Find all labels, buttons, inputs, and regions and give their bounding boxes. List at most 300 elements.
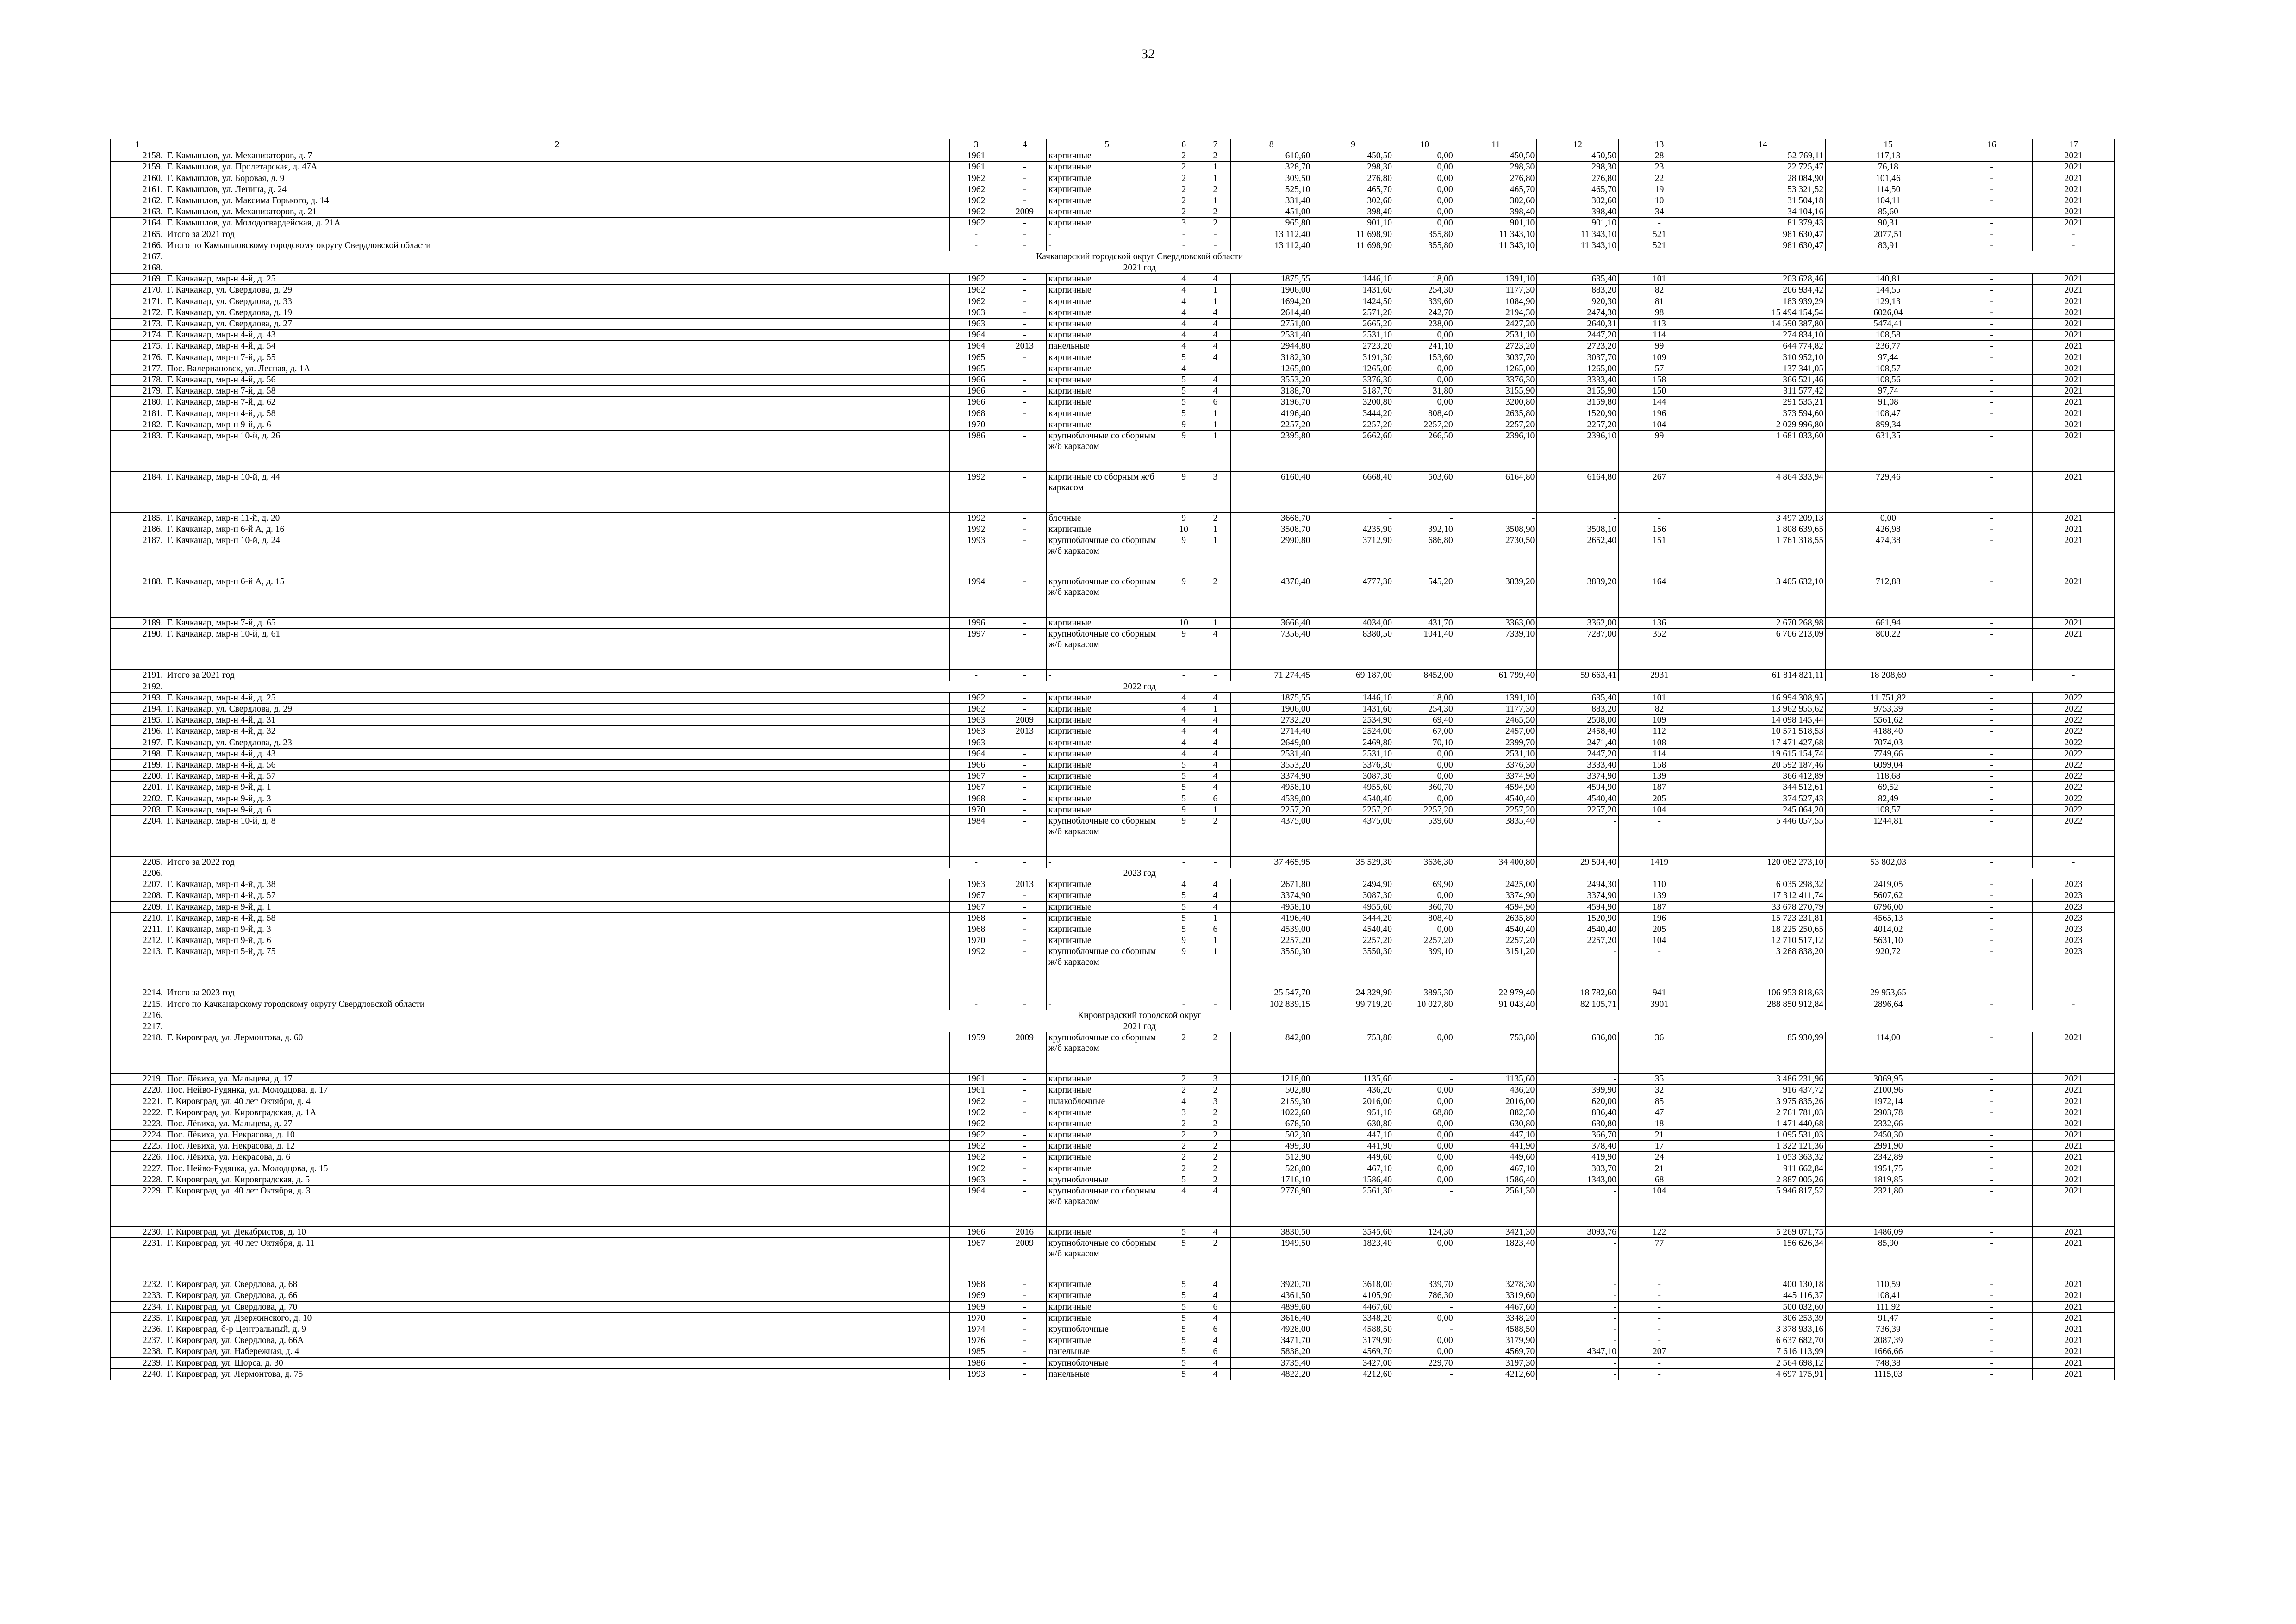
table-cell: 1969 — [949, 1290, 1003, 1301]
table-cell: 9 — [1167, 430, 1200, 471]
table-cell: кирпичные — [1047, 924, 1167, 935]
table-cell: 2021 — [2033, 1174, 2115, 1185]
table-cell: 2023 — [2033, 935, 2115, 946]
table-row — [111, 879, 2115, 890]
table-cell: 1963 — [949, 726, 1003, 737]
table-cell: 2158. — [111, 150, 165, 162]
table-cell: - — [1951, 285, 2033, 296]
table-cell: 2021 — [2033, 162, 2115, 173]
table-cell: - — [1200, 240, 1230, 251]
table-cell: 4375,00 — [1312, 815, 1394, 856]
table-cell: 3374,90 — [1537, 890, 1619, 901]
table-cell: 1875,55 — [1230, 274, 1312, 285]
table-cell: 1962 — [949, 285, 1003, 296]
table-cell: 3839,20 — [1455, 576, 1537, 618]
table-cell: - — [1618, 1312, 1700, 1324]
table-cell: 1 — [1200, 912, 1230, 924]
table-cell: - — [1003, 1368, 1046, 1380]
table-cell: 2 — [1200, 512, 1230, 524]
table-cell: 5 — [1167, 890, 1200, 901]
table-cell: кирпичные — [1047, 771, 1167, 782]
table-row — [111, 229, 2115, 240]
section-row — [111, 868, 2115, 879]
table-cell: 1343,00 — [1537, 1174, 1619, 1185]
table-cell: 0,00 — [1394, 1118, 1455, 1129]
table-cell: 1961 — [949, 1085, 1003, 1096]
table-cell: 8380,50 — [1312, 629, 1394, 670]
table-cell: 4 — [1167, 1096, 1200, 1107]
table-cell: 0,00 — [1394, 1130, 1455, 1141]
table-cell: - — [1951, 1074, 2033, 1085]
table-cell: 2184. — [111, 471, 165, 512]
table-cell: 2 — [1200, 1163, 1230, 1174]
table-cell: 4 — [1200, 1279, 1230, 1290]
table-cell: 254,30 — [1394, 704, 1455, 715]
table-cell: кирпичные — [1047, 1074, 1167, 1085]
table-cell: 85 930,99 — [1700, 1032, 1826, 1074]
table-cell: - — [949, 999, 1003, 1010]
table-cell: 207 — [1618, 1346, 1700, 1357]
table-cell: 2203. — [111, 804, 165, 815]
table-cell: 10 — [1167, 524, 1200, 535]
table-cell: 0,00 — [1826, 512, 1951, 524]
table-cell: 2021 — [2033, 1074, 2115, 1085]
table-cell: - — [1003, 987, 1046, 999]
table-cell: 2614,40 — [1230, 307, 1312, 318]
table-cell: 2160. — [111, 173, 165, 184]
table-cell: 378,40 — [1537, 1141, 1619, 1152]
table-cell: 899,34 — [1826, 419, 1951, 430]
column-header: 15 — [1826, 139, 1951, 150]
table-cell: 4540,40 — [1312, 793, 1394, 804]
table-cell: 2200. — [111, 771, 165, 782]
table-cell: Пос. Лёвиха, ул. Некрасова, д. 12 — [165, 1141, 949, 1152]
table-cell: 2257,20 — [1230, 419, 1312, 430]
table-cell: 449,60 — [1455, 1152, 1537, 1163]
table-cell: 1 — [1200, 430, 1230, 471]
table-cell: Пос. Лёвиха, ул. Мальцева, д. 17 — [165, 1074, 949, 1085]
table-cell: 2021 — [2033, 195, 2115, 206]
table-cell: 2021 — [2033, 524, 2115, 535]
table-cell: Пос. Нейво-Рудянка, ул. Молодцова, д. 17 — [165, 1085, 949, 1096]
table-cell: 836,40 — [1537, 1107, 1619, 1118]
table-cell: 2214. — [111, 987, 165, 999]
table-cell: Г. Кировград, ул. Свердлова, д. 68 — [165, 1279, 949, 1290]
table-cell: 2183. — [111, 430, 165, 471]
table-cell: 2023 — [2033, 901, 2115, 912]
row-number: 2192. — [111, 681, 165, 692]
table-cell: 525,10 — [1230, 184, 1312, 195]
table-cell: 2723,20 — [1455, 341, 1537, 352]
table-cell: - — [1951, 748, 2033, 759]
table-cell: 196 — [1618, 408, 1700, 419]
table-cell: 5 — [1167, 374, 1200, 385]
table-cell: 10 — [1618, 195, 1700, 206]
table-cell: 1 — [1200, 618, 1230, 629]
table-cell: - — [1951, 524, 2033, 535]
table-row — [111, 173, 2115, 184]
table-cell: 2531,10 — [1455, 748, 1537, 759]
table-cell: 6 — [1200, 1324, 1230, 1335]
table-cell: 4594,90 — [1537, 901, 1619, 912]
table-cell: 3037,70 — [1455, 352, 1537, 363]
table-cell: 4 — [1167, 285, 1200, 296]
table-cell: 1265,00 — [1312, 363, 1394, 374]
table-cell: 5 — [1167, 1227, 1200, 1238]
table-cell: 4 — [1200, 901, 1230, 912]
table-cell: 2257,20 — [1230, 935, 1312, 946]
table-cell: 1022,60 — [1230, 1107, 1312, 1118]
table-cell: - — [1951, 319, 2033, 330]
table-row — [111, 935, 2115, 946]
table-cell: - — [1003, 229, 1046, 240]
table-cell: 4 — [1200, 1357, 1230, 1368]
table-cell: 2009 — [1003, 1032, 1046, 1074]
table-cell: 2 761 781,03 — [1700, 1107, 1826, 1118]
section-row — [111, 1010, 2115, 1021]
table-cell: 2021 — [2033, 576, 2115, 618]
table-cell: 4 — [1200, 386, 1230, 397]
table-cell: 2896,64 — [1826, 999, 1951, 1010]
table-cell: - — [1167, 999, 1200, 1010]
table-cell: 3376,30 — [1455, 759, 1537, 770]
table-cell: 2185. — [111, 512, 165, 524]
table-row — [111, 704, 2115, 715]
table-cell: 2013 — [1003, 879, 1046, 890]
table-cell: 2665,20 — [1312, 319, 1394, 330]
table-cell: 2193. — [111, 692, 165, 703]
table-cell: 392,10 — [1394, 524, 1455, 535]
table-cell: 2021 — [2033, 330, 2115, 341]
table-cell: 3363,00 — [1455, 618, 1537, 629]
table-cell: 1265,00 — [1455, 363, 1537, 374]
table-cell: кирпичные — [1047, 901, 1167, 912]
table-cell: - — [1003, 173, 1046, 184]
table-cell: 68 — [1618, 1174, 1700, 1185]
table-row — [111, 352, 2115, 363]
table-row — [111, 408, 2115, 419]
table-cell: 901,10 — [1537, 218, 1619, 229]
table-cell: 3197,30 — [1455, 1357, 1537, 1368]
table-cell: 83,91 — [1826, 240, 1951, 251]
table-cell: 2021 — [2033, 1301, 2115, 1312]
table-cell: 15 723 231,81 — [1700, 912, 1826, 924]
table-cell: - — [1003, 737, 1046, 748]
table-cell: - — [1455, 512, 1537, 524]
table-cell: 399,90 — [1537, 1085, 1619, 1096]
table-cell: - — [949, 856, 1003, 868]
table-row — [111, 162, 2115, 173]
table-cell: 3471,70 — [1230, 1335, 1312, 1346]
table-cell: 0,00 — [1394, 1032, 1455, 1074]
table-cell: 3553,20 — [1230, 759, 1312, 770]
table-cell: - — [1537, 1324, 1619, 1335]
table-cell: 450,50 — [1455, 150, 1537, 162]
table-cell: 2021 — [2033, 408, 2115, 419]
table-cell: 5 446 057,55 — [1700, 815, 1826, 856]
table-cell: кирпичные — [1047, 218, 1167, 229]
table-cell: - — [1951, 512, 2033, 524]
table-cell: 3666,40 — [1230, 618, 1312, 629]
table-cell: 4 — [1200, 771, 1230, 782]
table-cell: 1520,90 — [1537, 408, 1619, 419]
table-cell: - — [1537, 512, 1619, 524]
table-cell: 748,38 — [1826, 1357, 1951, 1368]
table-cell: 2204. — [111, 815, 165, 856]
table-row — [111, 1032, 2115, 1074]
column-header: 3 — [949, 139, 1003, 150]
table-cell: 5 — [1167, 1357, 1200, 1368]
table-cell: 360,70 — [1394, 782, 1455, 793]
table-cell: 4594,90 — [1455, 782, 1537, 793]
table-cell: - — [1951, 162, 2033, 173]
table-cell: 2021 — [2033, 419, 2115, 430]
table-cell: 5 269 071,75 — [1700, 1227, 1826, 1238]
table-cell: 2257,20 — [1394, 804, 1455, 815]
table-cell: 2021 — [2033, 386, 2115, 397]
table-cell: 2198. — [111, 748, 165, 759]
table-cell: 431,70 — [1394, 618, 1455, 629]
table-cell: 2227. — [111, 1163, 165, 1174]
table-cell: 6164,80 — [1537, 471, 1619, 512]
table-cell: кирпичные — [1047, 1118, 1167, 1129]
table-cell: 1970 — [949, 1312, 1003, 1324]
table-cell: 1951,75 — [1826, 1163, 1951, 1174]
table-cell: - — [1951, 1163, 2033, 1174]
table-cell: 2164. — [111, 218, 165, 229]
table-cell: 2232. — [111, 1279, 165, 1290]
table-cell: - — [1003, 890, 1046, 901]
table-cell: 303,70 — [1537, 1163, 1619, 1174]
table-cell: - — [1951, 1130, 2033, 1141]
table-cell: 447,10 — [1312, 1130, 1394, 1141]
table-cell: 5 — [1167, 1346, 1200, 1357]
table-cell: - — [1951, 1141, 2033, 1152]
table-cell: 7339,10 — [1455, 629, 1537, 670]
table-cell: 4196,40 — [1230, 408, 1312, 419]
table-cell: 2021 — [2033, 1357, 2115, 1368]
table-cell: - — [1047, 240, 1167, 251]
table-cell: 9 — [1167, 946, 1200, 987]
table-cell: 2671,80 — [1230, 879, 1312, 890]
table-cell: 339,70 — [1394, 1279, 1455, 1290]
table-cell: 1419 — [1618, 856, 1700, 868]
table-cell: кирпичные — [1047, 330, 1167, 341]
table-cell: Итого за 2023 год — [165, 987, 949, 999]
table-cell: 52 769,11 — [1700, 150, 1826, 162]
table-cell: 3 — [1200, 1096, 1230, 1107]
table-cell: - — [1003, 218, 1046, 229]
table-cell: 91,47 — [1826, 1312, 1951, 1324]
table-cell: Г. Качканар, ул. Свердлова, д. 23 — [165, 737, 949, 748]
table-cell: 2021 — [2033, 1152, 2115, 1163]
table-cell: - — [1003, 704, 1046, 715]
table-row — [111, 670, 2115, 681]
table-cell: 302,60 — [1455, 195, 1537, 206]
table-cell: 465,70 — [1455, 184, 1537, 195]
table-cell: - — [1003, 330, 1046, 341]
table-cell: кирпичные — [1047, 319, 1167, 330]
table-cell: 2023 — [2033, 912, 2115, 924]
table-cell: - — [1537, 1186, 1619, 1227]
table-cell: 1 — [1200, 535, 1230, 576]
table-cell: кирпичные — [1047, 206, 1167, 218]
table-cell: 2 — [1167, 195, 1200, 206]
table-cell: 17 471 427,68 — [1700, 737, 1826, 748]
table-cell: 114 — [1618, 330, 1700, 341]
table-cell: 883,20 — [1537, 704, 1619, 715]
table-cell: 0,00 — [1394, 374, 1455, 385]
table-cell: 2021 — [2033, 374, 2115, 385]
table-cell: 1 053 363,32 — [1700, 1152, 1826, 1163]
table-row — [111, 890, 2115, 901]
table-cell: 0,00 — [1394, 1312, 1455, 1324]
table-cell: 4 — [1200, 352, 1230, 363]
table-cell: 9 — [1167, 419, 1200, 430]
table-cell: 1961 — [949, 150, 1003, 162]
table-cell: 104 — [1618, 935, 1700, 946]
table-cell: 4 — [1200, 1312, 1230, 1324]
table-cell: 164 — [1618, 576, 1700, 618]
table-row — [111, 726, 2115, 737]
table-cell: 10 — [1167, 618, 1200, 629]
table-cell: кирпичные — [1047, 804, 1167, 815]
table-cell: 2 029 996,80 — [1700, 419, 1826, 430]
table-cell: 465,70 — [1312, 184, 1394, 195]
table-cell: - — [1003, 296, 1046, 307]
table-cell: 82,49 — [1826, 793, 1951, 804]
table-cell: - — [1003, 576, 1046, 618]
table-cell: 3319,60 — [1455, 1290, 1537, 1301]
table-cell: Г. Качканар, мкр-н 7-й, д. 62 — [165, 397, 949, 408]
table-cell: 2165. — [111, 229, 165, 240]
table-cell: 1 — [1200, 285, 1230, 296]
table-row — [111, 759, 2115, 770]
table-cell: 3 378 933,16 — [1700, 1324, 1826, 1335]
table-cell: Г. Качканар, ул. Свердлова, д. 33 — [165, 296, 949, 307]
table-cell: 109 — [1618, 352, 1700, 363]
table-cell: 77 — [1618, 1238, 1700, 1279]
table-cell: - — [1394, 512, 1455, 524]
table-row — [111, 397, 2115, 408]
table-cell: - — [1003, 1301, 1046, 1312]
table-cell: - — [1003, 1290, 1046, 1301]
table-cell: 1997 — [949, 629, 1003, 670]
table-cell: 2169. — [111, 274, 165, 285]
table-cell: 4 — [1200, 1335, 1230, 1346]
table-cell: кирпичные — [1047, 793, 1167, 804]
table-cell: 104 — [1618, 804, 1700, 815]
table-cell: Г. Качканар, мкр-н 9-й, д. 1 — [165, 782, 949, 793]
table-cell: 3444,20 — [1312, 912, 1394, 924]
table-cell: - — [1951, 629, 2033, 670]
table-cell: 82 — [1618, 704, 1700, 715]
table-cell: 2021 — [2033, 1335, 2115, 1346]
table-cell: 1963 — [949, 737, 1003, 748]
table-cell: - — [1003, 374, 1046, 385]
table-cell: - — [1951, 419, 2033, 430]
table-cell: 1961 — [949, 1074, 1003, 1085]
table-cell: 0,00 — [1394, 397, 1455, 408]
table-cell: 4928,00 — [1230, 1324, 1312, 1335]
table-cell: 1586,40 — [1312, 1174, 1394, 1185]
table-cell: 1819,85 — [1826, 1174, 1951, 1185]
table-cell: - — [1618, 218, 1700, 229]
table-cell: - — [1047, 670, 1167, 681]
table-cell: 69,52 — [1826, 782, 1951, 793]
table-cell: крупноблочные со сборным ж/б каркасом — [1047, 629, 1167, 670]
table-cell: 2234. — [111, 1301, 165, 1312]
table-cell: 2023 — [2033, 946, 2115, 987]
table-cell: - — [1047, 856, 1167, 868]
table-cell: Г. Кировград, ул. 40 лет Октября, д. 4 — [165, 1096, 949, 1107]
table-cell: 118,68 — [1826, 771, 1951, 782]
table-cell: 21 — [1618, 1130, 1700, 1141]
table-cell: 882,30 — [1455, 1107, 1537, 1118]
table-cell: 206 934,42 — [1700, 285, 1826, 296]
table-cell: 98 — [1618, 307, 1700, 318]
table-cell: 2419,05 — [1826, 879, 1951, 890]
table-cell: 352 — [1618, 629, 1700, 670]
table-cell: - — [1003, 1174, 1046, 1185]
table-cell: 2469,80 — [1312, 737, 1394, 748]
table-cell: 16 994 308,95 — [1700, 692, 1826, 703]
table-cell: кирпичные — [1047, 1312, 1167, 1324]
table-cell: 2022 — [2033, 759, 2115, 770]
table-cell: - — [1951, 704, 2033, 715]
table-cell: крупноблочные со сборным ж/б каркасом — [1047, 815, 1167, 856]
table-row — [111, 307, 2115, 318]
table-row — [111, 319, 2115, 330]
table-cell: 2022 — [2033, 804, 2115, 815]
table-cell: - — [1951, 1346, 2033, 1357]
table-cell: 2395,80 — [1230, 430, 1312, 471]
table-cell: - — [1951, 307, 2033, 318]
table-cell: 661,94 — [1826, 618, 1951, 629]
table-cell: - — [2033, 240, 2115, 251]
table-cell: 2021 — [2033, 1118, 2115, 1129]
table-cell: 22 725,47 — [1700, 162, 1826, 173]
table-cell: 1968 — [949, 1279, 1003, 1290]
table-cell: - — [1951, 1301, 2033, 1312]
table-row — [111, 1324, 2115, 1335]
table-cell: Г. Качканар, мкр-н 11-й, д. 20 — [165, 512, 949, 524]
table-cell: 2208. — [111, 890, 165, 901]
table-row — [111, 363, 2115, 374]
table-cell: 3712,90 — [1312, 535, 1394, 576]
table-cell: 4588,50 — [1312, 1324, 1394, 1335]
table-cell: 1875,55 — [1230, 692, 1312, 703]
table-cell: 1992 — [949, 471, 1003, 512]
table-cell: 2194. — [111, 704, 165, 715]
table-cell: панельные — [1047, 341, 1167, 352]
table-cell: 545,20 — [1394, 576, 1455, 618]
table-row — [111, 1346, 2115, 1357]
table-cell: - — [1951, 1118, 2033, 1129]
table-cell: Итого за 2021 год — [165, 670, 949, 681]
table-cell: 951,10 — [1312, 1107, 1394, 1118]
table-cell: - — [1167, 987, 1200, 999]
table-cell: 3427,00 — [1312, 1357, 1394, 1368]
table-cell: 1906,00 — [1230, 285, 1312, 296]
table-cell: 1041,40 — [1394, 629, 1455, 670]
table-cell: 0,00 — [1394, 1085, 1455, 1096]
table-row — [111, 184, 2115, 195]
table-cell: кирпичные — [1047, 1290, 1167, 1301]
table-cell: 678,50 — [1230, 1118, 1312, 1129]
table-cell: 7287,00 — [1537, 629, 1619, 670]
table-cell: 2231. — [111, 1238, 165, 1279]
